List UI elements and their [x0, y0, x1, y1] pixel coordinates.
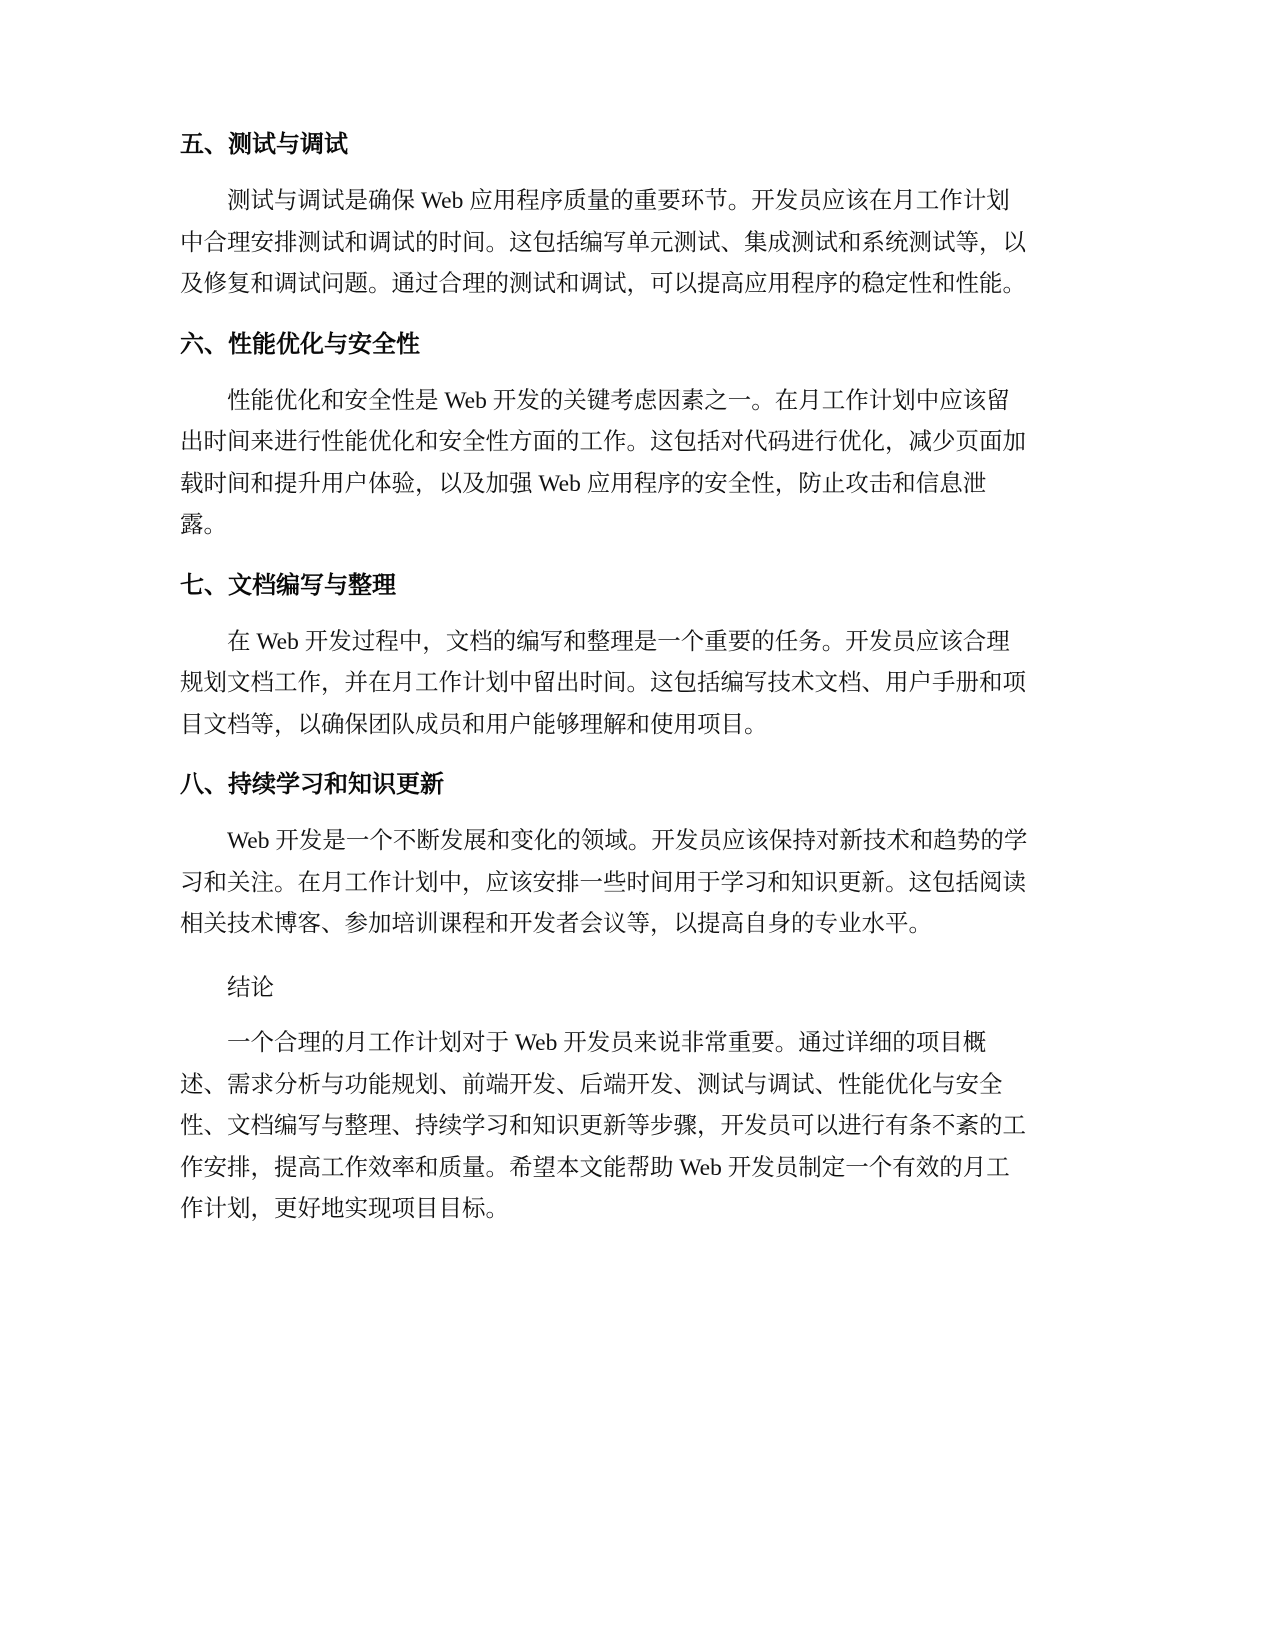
- paragraph-line: 在 Web 开发过程中，文档的编写和整理是一个重要的任务。开发员应该合理: [227, 628, 1010, 655]
- paragraph-line: 习和关注。在月工作计划中，应该安排一些时间用于学习和知识更新。这包括阅读: [180, 869, 1026, 896]
- document-page: [180, 128, 1042, 1253]
- paragraph-line: 一个合理的月工作计划对于 Web 开发员来说非常重要。通过详细的项目概: [227, 1030, 987, 1056]
- section-heading: 七、文档编写与整理: [180, 570, 396, 599]
- section-documentation: [180, 569, 1042, 747]
- section-conclusion: [180, 968, 1042, 1231]
- paragraph-line: 作计划，更好地实现项目目标。: [180, 1196, 509, 1222]
- section-heading: 五、测试与调试: [180, 130, 348, 158]
- section-heading: 六、性能优化与安全性: [180, 329, 420, 358]
- section-paragraph: [180, 381, 1042, 547]
- conclusion-paragraph: [180, 1023, 1042, 1231]
- section-heading: 八、持续学习和知识更新: [180, 770, 444, 798]
- paragraph-line: 目文档等，以确保团队成员和用户能够理解和使用项目。: [180, 711, 768, 738]
- paragraph-line: 测试与调试是确保 Web 应用程序质量的重要环节。开发员应该在月工作计划: [227, 188, 1010, 214]
- paragraph-line: 相关技术博客、参加培训课程和开发者会议等，以提高自身的专业水平。: [180, 911, 932, 937]
- section-performance-security: [180, 328, 1042, 547]
- paragraph-line: 中合理安排测试和调试的时间。这包括编写单元测试、集成测试和系统测试等，以: [180, 229, 1026, 256]
- paragraph-line: 性能优化和安全性是 Web 开发的关键考虑因素之一。在月工作计划中应该留: [227, 387, 1010, 414]
- section-paragraph: [180, 181, 1042, 306]
- paragraph-line: 性、文档编写与整理、持续学习和知识更新等步骤，开发员可以进行有条不紊的工: [180, 1113, 1026, 1139]
- paragraph-line: Web 开发是一个不断发展和变化的领域。开发员应该保持对新技术和趋势的学: [227, 828, 1028, 854]
- paragraph-line: 露。: [180, 512, 227, 538]
- paragraph-line: 载时间和提升用户体验，以及加强 Web 应用程序的安全性，防止攻击和信息泄: [180, 470, 987, 497]
- paragraph-line: 出时间来进行性能优化和安全性方面的工作。这包括对代码进行优化，减少页面加: [180, 429, 1026, 455]
- section-testing: [180, 128, 1042, 306]
- paragraph-line: 规划文档工作，并在月工作计划中留出时间。这包括编写技术文档、用户手册和项: [180, 670, 1026, 696]
- paragraph-line: 作安排，提高工作效率和质量。希望本文能帮助 Web 开发员制定一个有效的月工: [180, 1154, 1010, 1181]
- paragraph-line: 述、需求分析与功能规划、前端开发、后端开发、测试与调试、性能优化与安全: [180, 1071, 1003, 1098]
- conclusion-title: 结论: [227, 974, 274, 1001]
- section-learning: [180, 768, 1042, 946]
- paragraph-line: 及修复和调试问题。通过合理的测试和调试，可以提高应用程序的稳定性和性能。: [180, 271, 1026, 297]
- section-paragraph: [180, 622, 1042, 747]
- section-paragraph: [180, 821, 1042, 946]
